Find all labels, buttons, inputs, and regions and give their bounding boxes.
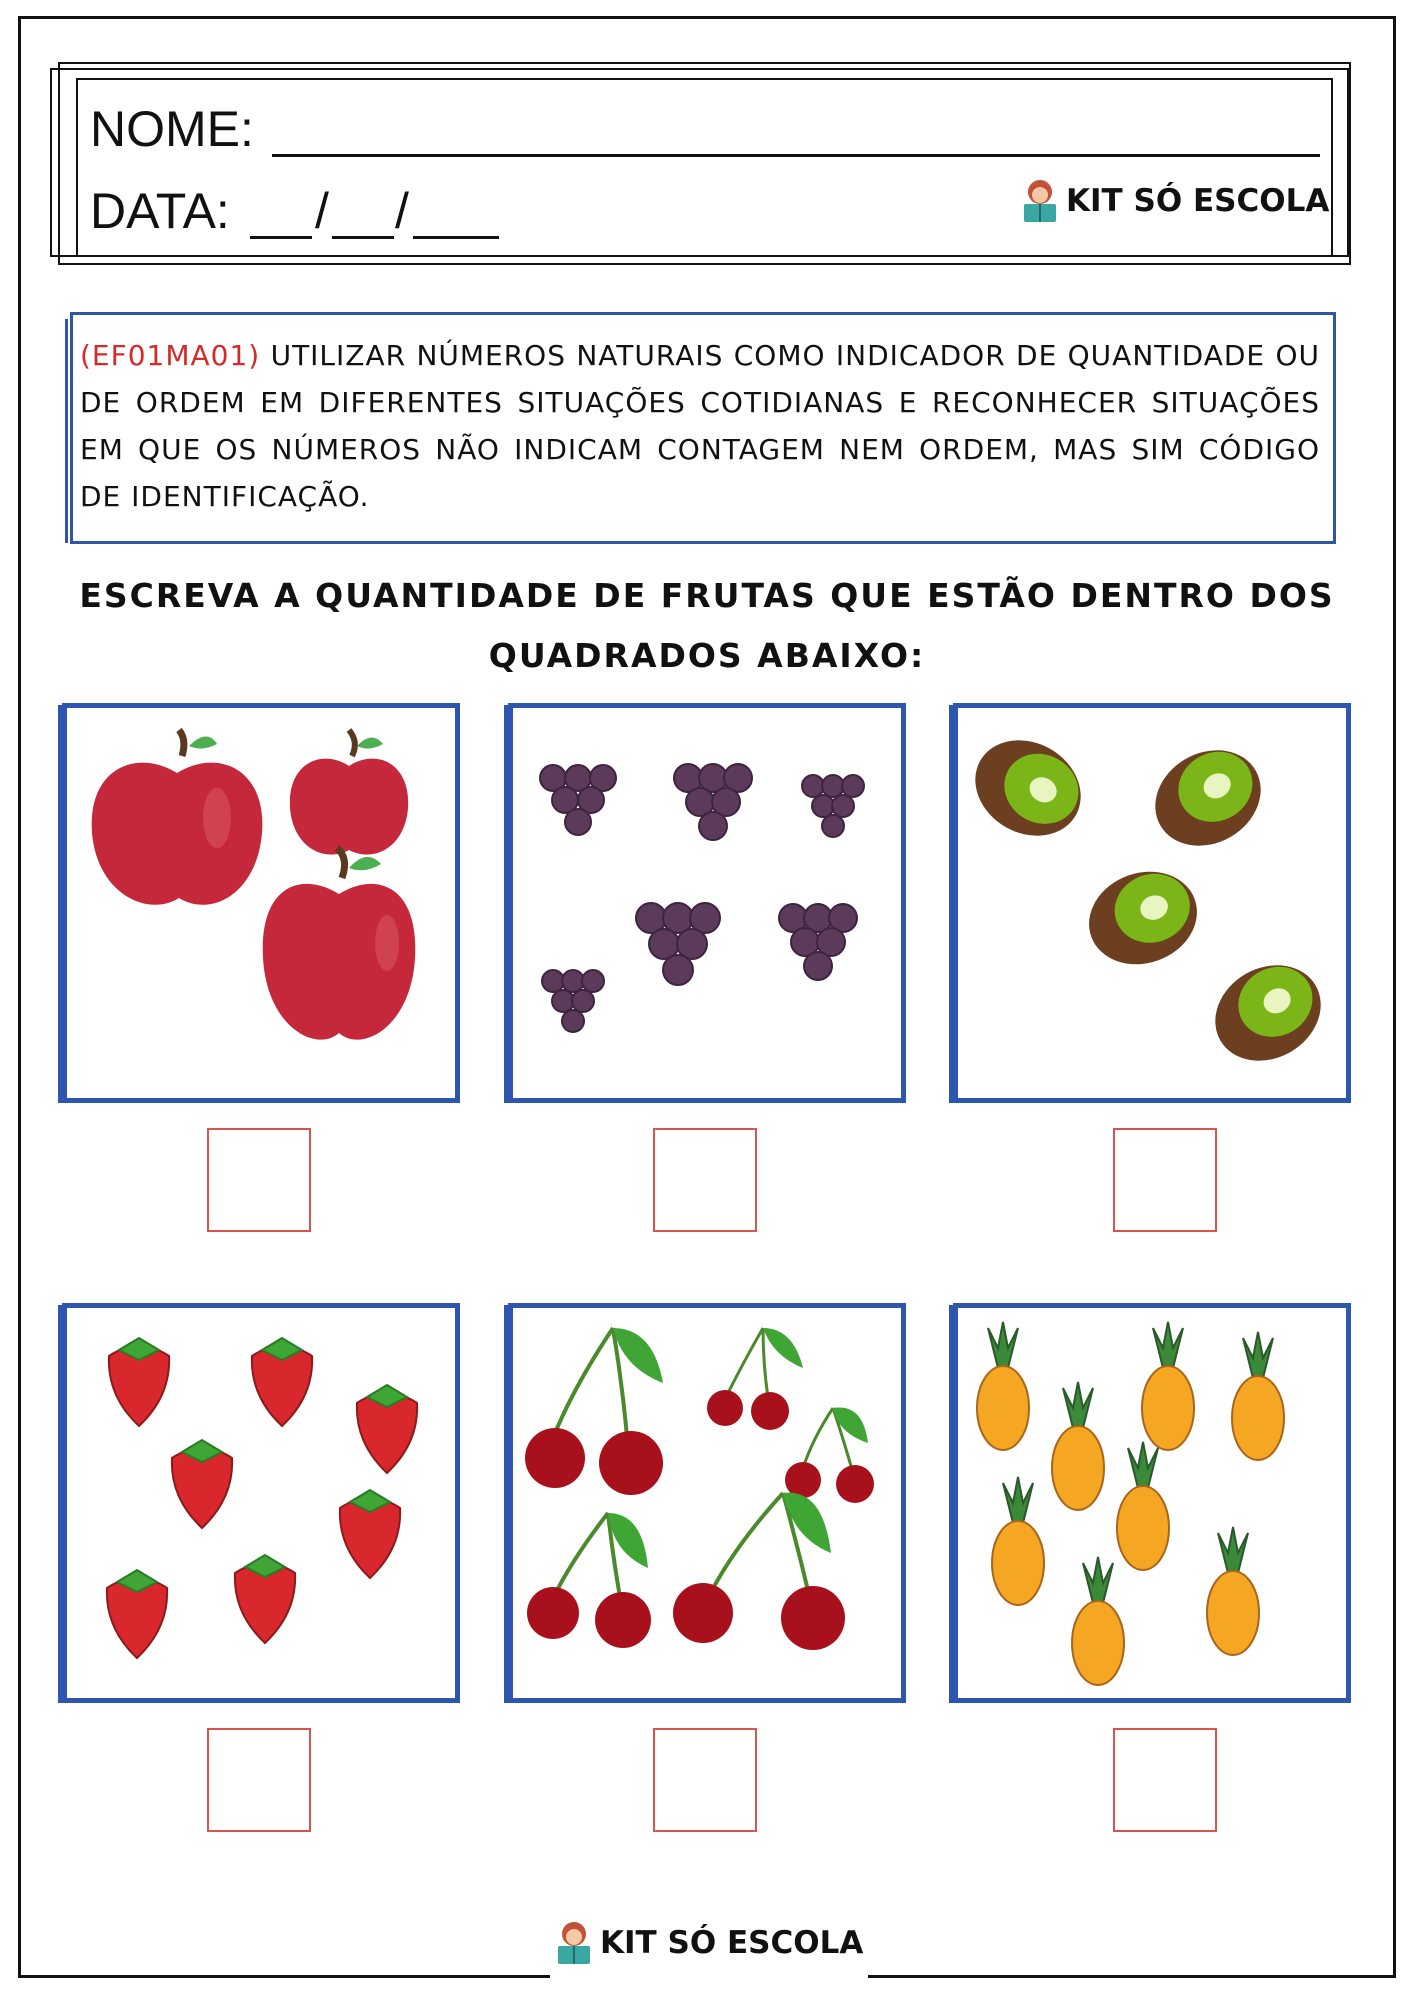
skill-description [80,332,1320,520]
grape-icon [674,764,752,840]
apple-icon [290,730,408,855]
grape-icon [779,904,857,980]
strawberry-icon [107,1570,167,1658]
kiwi-icon [1076,857,1210,979]
date-slash: / [395,183,409,239]
cherry-icon [525,1328,663,1495]
grape-icon [636,903,720,985]
skill-text: UTILIZAR NÚMEROS NATURAIS COMO INDICADOR DE QUANTIDADE OU DE ORDEM EM DIFERENTES SITUAÇÕES COTIDIANAS E RECONHECER SITUAÇÕES EM QUE OS NÚMEROS NÃO INDICAM CONTAGEM NEM ORDEM, MAS SIM CÓDIGO DE IDENTIFICAÇÃO. [80,339,1320,513]
cherry-icon [785,1407,874,1503]
kiwi-icon [1198,947,1338,1080]
page-border-bottom-right [868,1975,1396,1978]
card-kiwis [953,703,1351,1103]
cherry-icon [527,1513,651,1648]
answer-box-strawberries[interactable] [207,1728,311,1832]
header-frame [50,62,1355,267]
card-cherries [508,1303,906,1703]
pineapple-icon [1052,1382,1104,1510]
date-year-field[interactable] [413,236,499,239]
pineapple-icon [1207,1527,1259,1655]
pineapple-icon [992,1477,1044,1605]
brand-logo-bottom [548,1920,869,1966]
pineapple-group [958,1308,1346,1698]
name-label: NOME: [90,101,254,157]
answer-box-pineapples[interactable] [1113,1728,1217,1832]
cherry-group [513,1308,901,1698]
brand-logo-top [1020,178,1329,224]
cherry-icon [673,1493,845,1650]
pineapple-icon [1072,1557,1124,1685]
instruction: ESCREVA A QUANTIDADE DE FRUTAS QUE ESTÃO DENTRO DOS QUADRADOS ABAIXO: [79,576,1335,675]
reading-girl-icon [554,1920,594,1966]
answer-box-apples[interactable] [207,1128,311,1232]
card-grapes [508,703,906,1103]
card-pineapples [953,1303,1351,1703]
pineapple-icon [1232,1332,1284,1460]
date-day-field[interactable] [250,236,312,239]
grape-icon [540,765,616,835]
skill-code: (EF01MA01) [80,339,261,372]
grape-group [513,708,901,1098]
reading-girl-icon [1020,178,1060,224]
pineapple-icon [1142,1322,1194,1450]
strawberry-icon [357,1385,417,1473]
kiwi-group [958,708,1346,1098]
brand-name: KIT SÓ ESCOLA [1066,183,1330,219]
apple-icon [92,730,263,905]
answer-box-kiwis[interactable] [1113,1128,1217,1232]
grape-icon [542,970,604,1032]
date-label: DATA: [90,183,230,239]
grape-icon [802,775,864,837]
strawberry-icon [340,1490,400,1578]
date-month-field[interactable] [332,236,394,239]
brand-name: KIT SÓ ESCOLA [600,1925,864,1961]
card-strawberries [62,1303,460,1703]
cherry-icon [707,1328,803,1430]
strawberry-group [67,1308,455,1698]
pineapple-icon [1117,1442,1169,1570]
date-slash: / [315,183,329,239]
kiwi-icon [958,722,1098,855]
apple-icon [263,848,416,1040]
name-field[interactable] [272,154,1320,157]
answer-box-cherries[interactable] [653,1728,757,1832]
card-apples [62,703,460,1103]
kiwi-icon [1138,732,1278,865]
strawberry-icon [252,1338,312,1426]
strawberry-icon [109,1338,169,1426]
strawberry-icon [172,1440,232,1528]
page-border-bottom-left [18,1975,550,1978]
answer-box-grapes[interactable] [653,1128,757,1232]
strawberry-icon [235,1555,295,1643]
apple-group [67,708,455,1098]
